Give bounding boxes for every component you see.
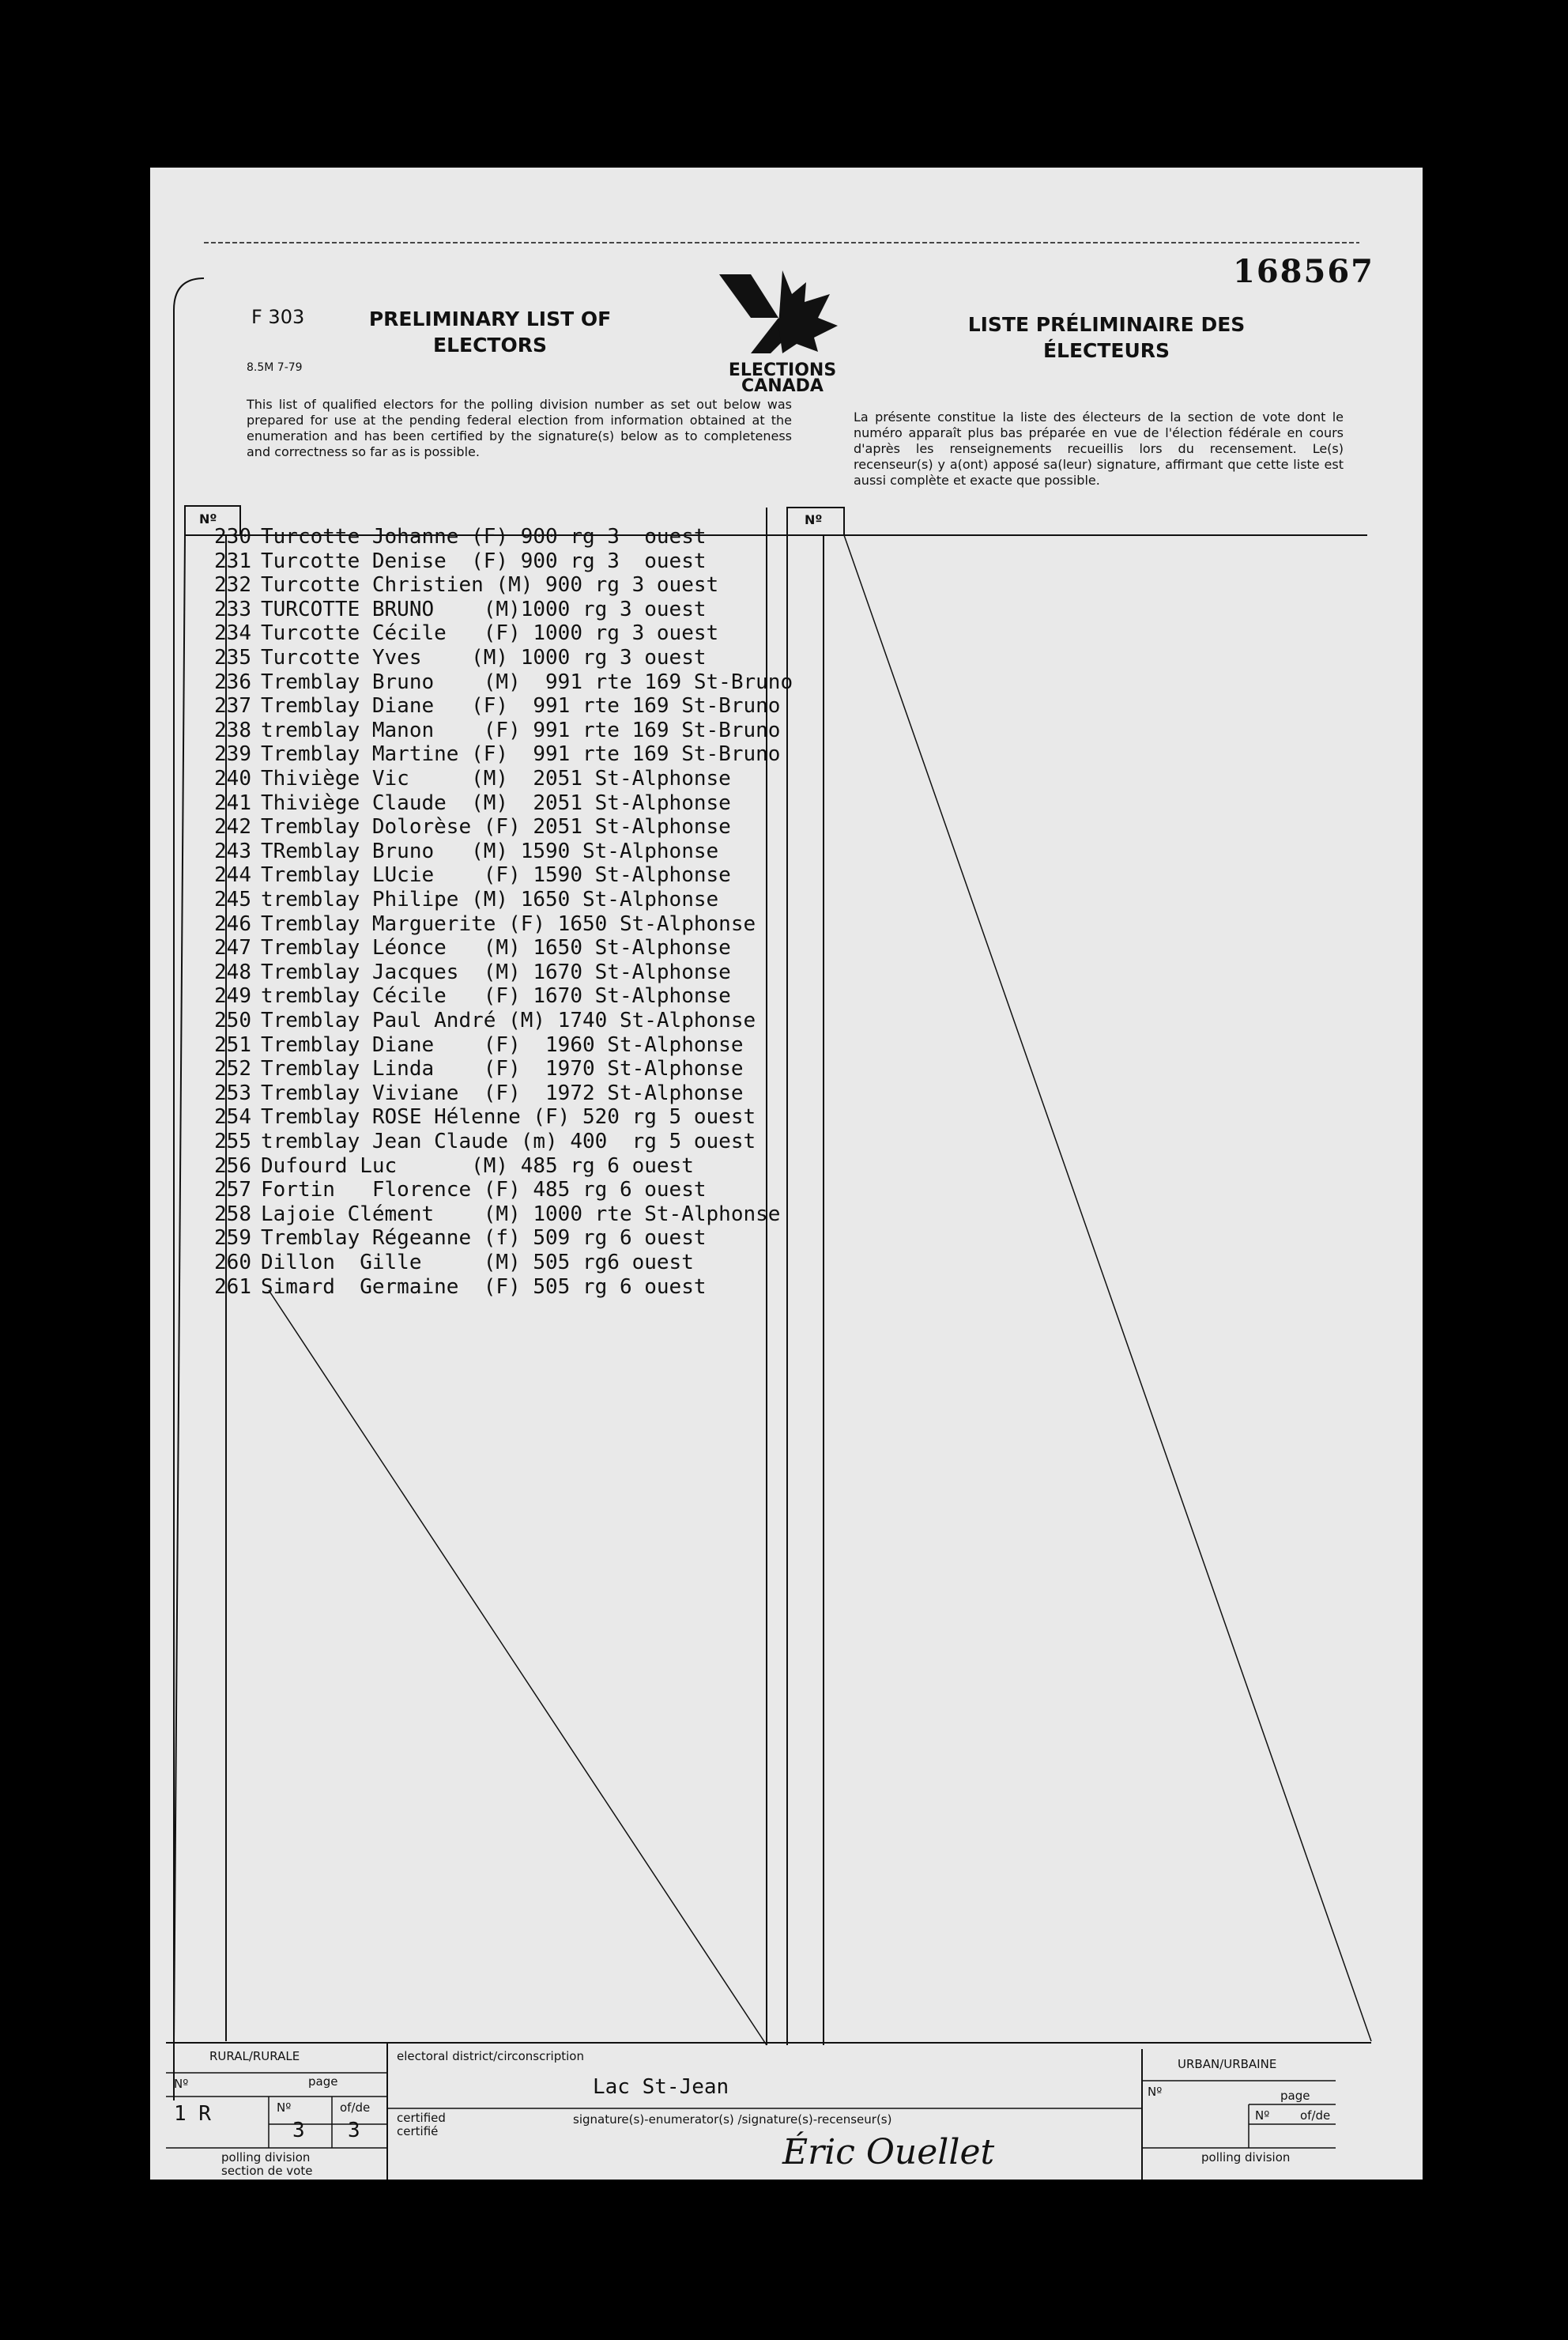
column-no-left: Nº: [199, 511, 217, 526]
elector-number: 246: [214, 911, 251, 936]
elector-details: TURCOTTE BRUNO (M)1000 rg 3 ouest: [261, 597, 707, 621]
list-item: [198, 961, 731, 984]
elector-details: Tremblay Diane (F) 991 rte 169 St-Bruno: [261, 694, 781, 719]
form-number: F 303: [251, 306, 305, 328]
list-item: [198, 694, 780, 718]
elections-canada-logo: [703, 259, 861, 393]
elector-details: Tremblay Jacques (M) 1670 St-Alphonse: [261, 960, 731, 984]
list-item: [198, 1057, 743, 1081]
elector-details: TRemblay Bruno (M) 1590 St-Alphonse: [261, 839, 719, 863]
elector-details: Tremblay Léonce (M) 1650 St-Alphonse: [261, 936, 731, 961]
list-item: [198, 791, 731, 815]
elector-number: 232: [214, 573, 251, 598]
list-item: [198, 1226, 707, 1250]
title-french: LISTE PRÉLIMINAIRE DES ÉLECTEURS: [967, 313, 1246, 362]
elector-details: Tremblay Bruno (M) 991 rte 169 St-Bruno: [261, 670, 793, 694]
elector-number: 260: [214, 1251, 251, 1274]
elector-number: 253: [214, 1081, 251, 1105]
elector-number: 240: [214, 767, 251, 791]
form-sheet: [150, 168, 1423, 2180]
urban-no-small: Nº: [1255, 2108, 1270, 2123]
elector-number: 237: [214, 694, 251, 719]
signature-label: signature(s)-enumerator(s) /signature(s)-recenseur(s): [573, 2112, 892, 2127]
elector-number: 233: [214, 597, 251, 621]
elector-number: 236: [214, 670, 251, 694]
list-item: [198, 525, 707, 549]
elector-details: Tremblay Diane (F) 1960 St-Alphonse: [261, 1032, 744, 1057]
elector-details: Tremblay ROSE Hélenne (F) 520 rg 5 ouest: [261, 1105, 756, 1130]
elector-details: Tremblay Marguerite (F) 1650 St-Alphonse: [261, 911, 756, 936]
elector-number: 243: [214, 839, 251, 863]
elector-details: Turcotte Christien (M) 900 rg 3 ouest: [261, 573, 719, 598]
elector-details: Tremblay Martine (F) 991 rte 169 St-Bruno: [261, 742, 781, 767]
district-label: electoral district/circonscription: [397, 2049, 584, 2063]
list-item: [198, 1081, 743, 1105]
page-value: 3: [292, 2119, 305, 2142]
title-english: PRELIMINARY LIST OF ELECTORS: [368, 308, 612, 357]
elector-number: 247: [214, 936, 251, 961]
certified-en: certified: [397, 2111, 446, 2125]
list-item: [198, 1009, 756, 1032]
urban-page-label: page: [1280, 2089, 1310, 2103]
elector-number: 239: [214, 742, 251, 767]
list-item: [198, 815, 731, 839]
list-item: [198, 936, 731, 960]
list-item: [198, 621, 718, 645]
elector-details: Dufourd Luc (M) 485 rg 6 ouest: [261, 1153, 694, 1178]
elector-details: Lajoie Clément (M) 1000 rte St-Alphonse: [261, 1202, 781, 1226]
elector-details: Thiviège Claude (M) 2051 St-Alphonse: [261, 791, 731, 815]
elector-details: Tremblay Régeanne (f) 509 rg 6 ouest: [261, 1226, 707, 1251]
list-item: [198, 767, 731, 791]
list-item: [198, 1033, 743, 1057]
elector-details: Simard Germaine (F) 505 rg 6 ouest: [261, 1274, 707, 1299]
elector-details: tremblay Jean Claude (m) 400 rg 5 ouest: [261, 1130, 756, 1153]
page-of-value: 3: [348, 2119, 360, 2142]
elector-number: 254: [214, 1105, 251, 1130]
elector-number: 257: [214, 1178, 251, 1202]
serial-number: 168567: [1233, 253, 1374, 290]
rural-section-de-vote: section de vote: [221, 2164, 313, 2178]
elector-number: 259: [214, 1226, 251, 1251]
elector-number: 256: [214, 1153, 251, 1178]
rural-of-label: of/de: [340, 2100, 371, 2115]
elector-details: Dillon Gille (M) 505 rg6 ouest: [261, 1251, 694, 1274]
elector-details: Turcotte Cécile (F) 1000 rg 3 ouest: [261, 621, 719, 646]
list-item: [198, 1275, 707, 1299]
list-item: [198, 912, 756, 936]
urban-polling-division: polling division: [1201, 2150, 1291, 2164]
elector-details: Turcotte Yves (M) 1000 rg 3 ouest: [261, 646, 707, 670]
elector-number: 261: [214, 1274, 251, 1299]
list-item: [198, 863, 731, 887]
rural-polling-division: polling division: [221, 2150, 311, 2164]
elector-details: Tremblay Paul André (M) 1740 St-Alphonse: [261, 1009, 756, 1032]
list-item: [198, 719, 780, 742]
intro-french: La présente constitue la liste des électeurs de la section de vote dont le numéro apparaît plus bas préparée en vue de l'élection fédérale en cours d'après les renseignements recueillis lors du recensement. Le(s) recenseur(s) y a(ont) apposé sa(leur) signature, affirmant que cette liste est aussi complète et exacte que possible.: [854, 410, 1344, 488]
certified-fr: certifié: [397, 2124, 439, 2138]
elector-number: 255: [214, 1130, 251, 1153]
list-item: [198, 1154, 694, 1178]
elector-number: 258: [214, 1202, 251, 1226]
elector-details: Turcotte Denise (F) 900 rg 3 ouest: [261, 549, 707, 573]
rural-no-value: 1 R: [174, 2102, 211, 2126]
elector-details: Tremblay Linda (F) 1970 St-Alphonse: [261, 1057, 744, 1081]
enumerator-signature: Éric Ouellet: [782, 2132, 995, 2172]
rural-no-small: Nº: [277, 2100, 292, 2115]
elector-number: 242: [214, 815, 251, 840]
list-item: [198, 646, 707, 670]
elector-number: 238: [214, 718, 251, 742]
elector-number: 244: [214, 863, 251, 888]
elector-number: 250: [214, 1009, 251, 1032]
elector-details: tremblay Philipe (M) 1650 St-Alphonse: [261, 888, 719, 911]
elector-details: Tremblay Dolorèse (F) 2051 St-Alphonse: [261, 815, 731, 840]
list-item: [198, 984, 731, 1008]
elector-number: 231: [214, 549, 251, 573]
list-item: [198, 1202, 780, 1226]
list-item: [198, 1178, 707, 1202]
list-item: [198, 1251, 694, 1274]
elector-number: 234: [214, 621, 251, 646]
elector-number: 245: [214, 888, 251, 911]
elector-number: 249: [214, 984, 251, 1009]
elector-details: Thiviège Vic (M) 2051 St-Alphonse: [261, 767, 731, 791]
elector-details: Tremblay Viviane (F) 1972 St-Alphonse: [261, 1081, 744, 1105]
list-item: [198, 888, 718, 911]
elector-number: 230: [214, 525, 251, 549]
elector-details: Fortin Florence (F) 485 rg 6 ouest: [261, 1178, 707, 1202]
elector-details: tremblay Cécile (F) 1670 St-Alphonse: [261, 984, 731, 1009]
elector-details: tremblay Manon (F) 991 rte 169 St-Bruno: [261, 718, 781, 742]
rural-label: RURAL/RURALE: [209, 2049, 300, 2063]
elector-number: 251: [214, 1032, 251, 1057]
form-print-code: 8.5M 7-79: [247, 361, 303, 374]
district-value: Lac St-Jean: [593, 2075, 729, 2099]
list-item: [198, 598, 707, 621]
elector-details: Tremblay LUcie (F) 1590 St-Alphonse: [261, 863, 731, 888]
list-item: [198, 840, 718, 863]
list-item: [198, 573, 718, 597]
rural-no-label: Nº: [174, 2077, 189, 2091]
svg-text:ELECTIONS: ELECTIONS: [728, 360, 837, 380]
elector-number: 241: [214, 791, 251, 815]
elector-details: Turcotte Johanne (F) 900 rg 3 ouest: [261, 525, 707, 549]
elector-number: 235: [214, 646, 251, 670]
elector-number: 248: [214, 960, 251, 984]
intro-english: This list of qualified electors for the polling division number as set out below was prepared for use at the pending federal election from information obtained at the enumeration and has been certified by the signature(s) below as to completeness and correctness so far as is possible.: [247, 397, 792, 459]
urban-label: URBAN/URBAINE: [1178, 2057, 1277, 2071]
svg-text:CANADA: CANADA: [741, 376, 824, 393]
urban-of-label: of/de: [1300, 2108, 1331, 2123]
column-no-right: Nº: [805, 512, 823, 527]
urban-no-label: Nº: [1148, 2085, 1163, 2099]
list-item: [198, 1130, 756, 1153]
list-item: [198, 742, 780, 766]
list-item: [198, 1105, 756, 1129]
list-item: [198, 670, 793, 694]
elector-number: 252: [214, 1057, 251, 1081]
rural-page-label: page: [308, 2074, 338, 2089]
list-item: [198, 549, 707, 573]
